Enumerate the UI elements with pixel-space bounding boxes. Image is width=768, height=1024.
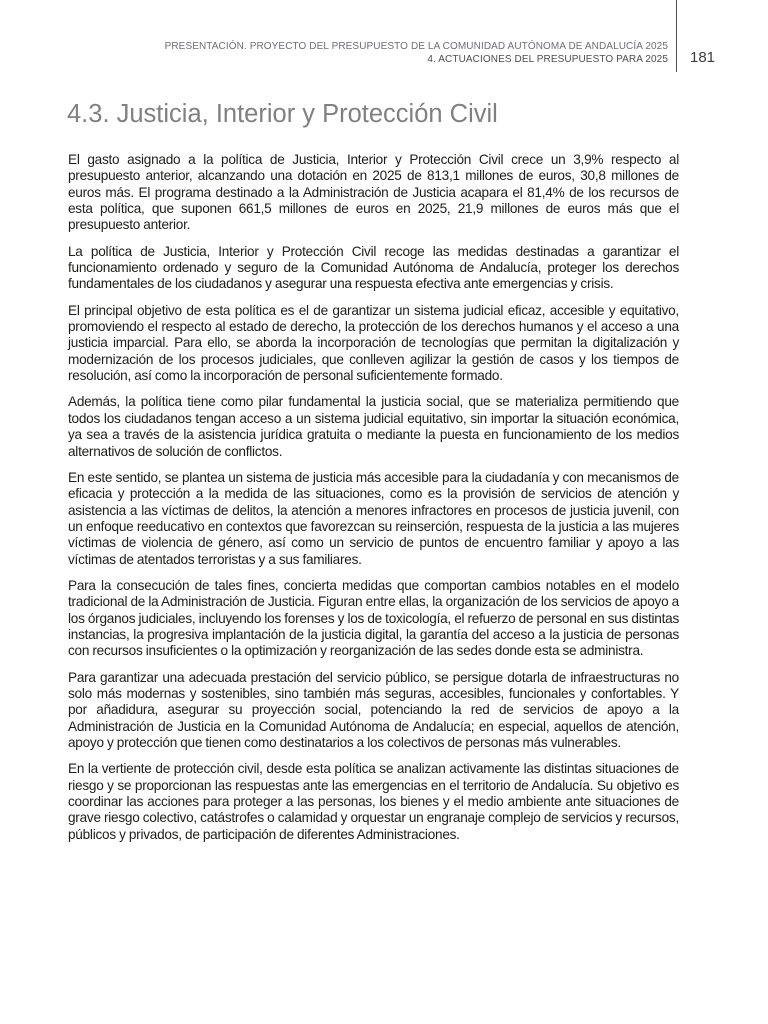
paragraph: El gasto asignado a la política de Justicia, Interior y Protección Civil crece un 3,9% respecto al presupuesto anterior, alcanzando una dotación en 2025 de 813,1 millones de euros, 30,8 millones de euros más. El programa destinado a la Administración de Justicia acapara el 81,4% de los recursos de esta política, que suponen 661,5 millones de euros en 2025, 21,9 millones de euros más que el presupuesto anterior. xyxy=(68,152,679,233)
running-header xyxy=(165,40,668,66)
page-number: 181 xyxy=(690,49,716,66)
section-title: 4.3. Justicia, Interior y Protección Civil xyxy=(67,100,498,128)
chapter-header: 4. ACTUACIONES DEL PRESUPUESTO PARA 2025 xyxy=(427,54,668,65)
paragraph: Para la consecución de tales fines, concierta medidas que comportan cambios notables en el modelo tradicional de la Administración de Justicia. Figuran entre ellas, la organización de los servicios de apoyo a los órganos judiciales, incluyendo los forenses y los de toxicología, el refuerzo de personal en sus distintas instancias, la progresiva implantación de la justicia digital, la garantía del acceso a la justicia de personas con recursos insuficientes o la optimización y reorganización de las sedes donde esta se administra. xyxy=(68,577,679,659)
paragraph: Además, la política tiene como pilar fundamental la justicia social, que se materializa permitiendo que todos los ciudadanos tengan acceso a un sistema judicial equitativo, sin importar la situación económica, ya sea a través de la asistencia jurídica gratuita o mediante la puesta en funcionamiento de los medios alternativos de solución de conflictos. xyxy=(68,394,679,459)
paragraph: El principal objetivo de esta política es el de garantizar un sistema judicial eficaz, accesible y equitativo, promoviendo el respecto al estado de derecho, la protección de los derechos humanos y el acceso a una justicia imparcial. Para ello, se aborda la incorporación de tecnologías que permitan la digitalización y modernización de los procesos judiciales, que conlleven agilizar la gestión de casos y los tiempos de resolución, así como la incorporación de personal suficientemente formado. xyxy=(68,302,679,384)
header-divider xyxy=(676,0,677,72)
paragraph: La política de Justicia, Interior y Protección Civil recoge las medidas destinadas a garantizar el funcionamiento ordenado y seguro de la Comunidad Autónoma de Andalucía, proteger los derechos fundamentales de los ciudadanos y asegurar una respuesta efectiva ante emergencias y crisis. xyxy=(68,243,679,292)
paragraph: En este sentido, se plantea un sistema de justicia más accesible para la ciudadanía y con mecanismos de eficacia y protección a la medida de las situaciones, como es la provisión de servicios de atención y asistencia a las víctimas de delitos, la atención a menores infractores en procesos de justicia juvenil, con un enfoque reeducativo en contextos que favorezcan su reinserción, respuesta de la justicia a las mujeres víctimas de violencia de género, así como un servicio de puntos de encuentro familiar y apoyo a las víctimas de atentados terroristas y a sus familiares. xyxy=(68,469,679,567)
document-title-header: PRESENTACIÓN. PROYECTO DEL PRESUPUESTO DE LA COMUNIDAD AUTÓNOMA DE ANDALUCÍA 2025 xyxy=(164,41,668,52)
paragraph: En la vertiente de protección civil, desde esta política se analizan activamente las distintas situaciones de riesgo y se proporcionan las respuestas ante las emergencias en el territorio de Andalucía. Su objetivo es coordinar las acciones para proteger a las personas, los bienes y el medio ambiente ante situaciones de grave riesgo colectivo, catástrofes o calamidad y orquestar un engranaje complejo de servicios y recursos, públicos y privados, de participación de diferentes Administraciones. xyxy=(68,761,679,842)
paragraph: Para garantizar una adecuada prestación del servicio público, se persigue dotarla de infraestructuras no solo más modernas y sostenibles, sino también más seguras, accesibles, funcionales y confortables. Y por añadidura, asegurar su proyección social, potenciando la red de servicios de apoyo a la Administración de Justicia en la Comunidad Autónoma de Andalucía; en especial, aquellos de atención, apoyo y protección que tienen como destinatarios a los colectivos de personas más vulnerables. xyxy=(68,669,679,750)
body-text xyxy=(68,152,679,853)
